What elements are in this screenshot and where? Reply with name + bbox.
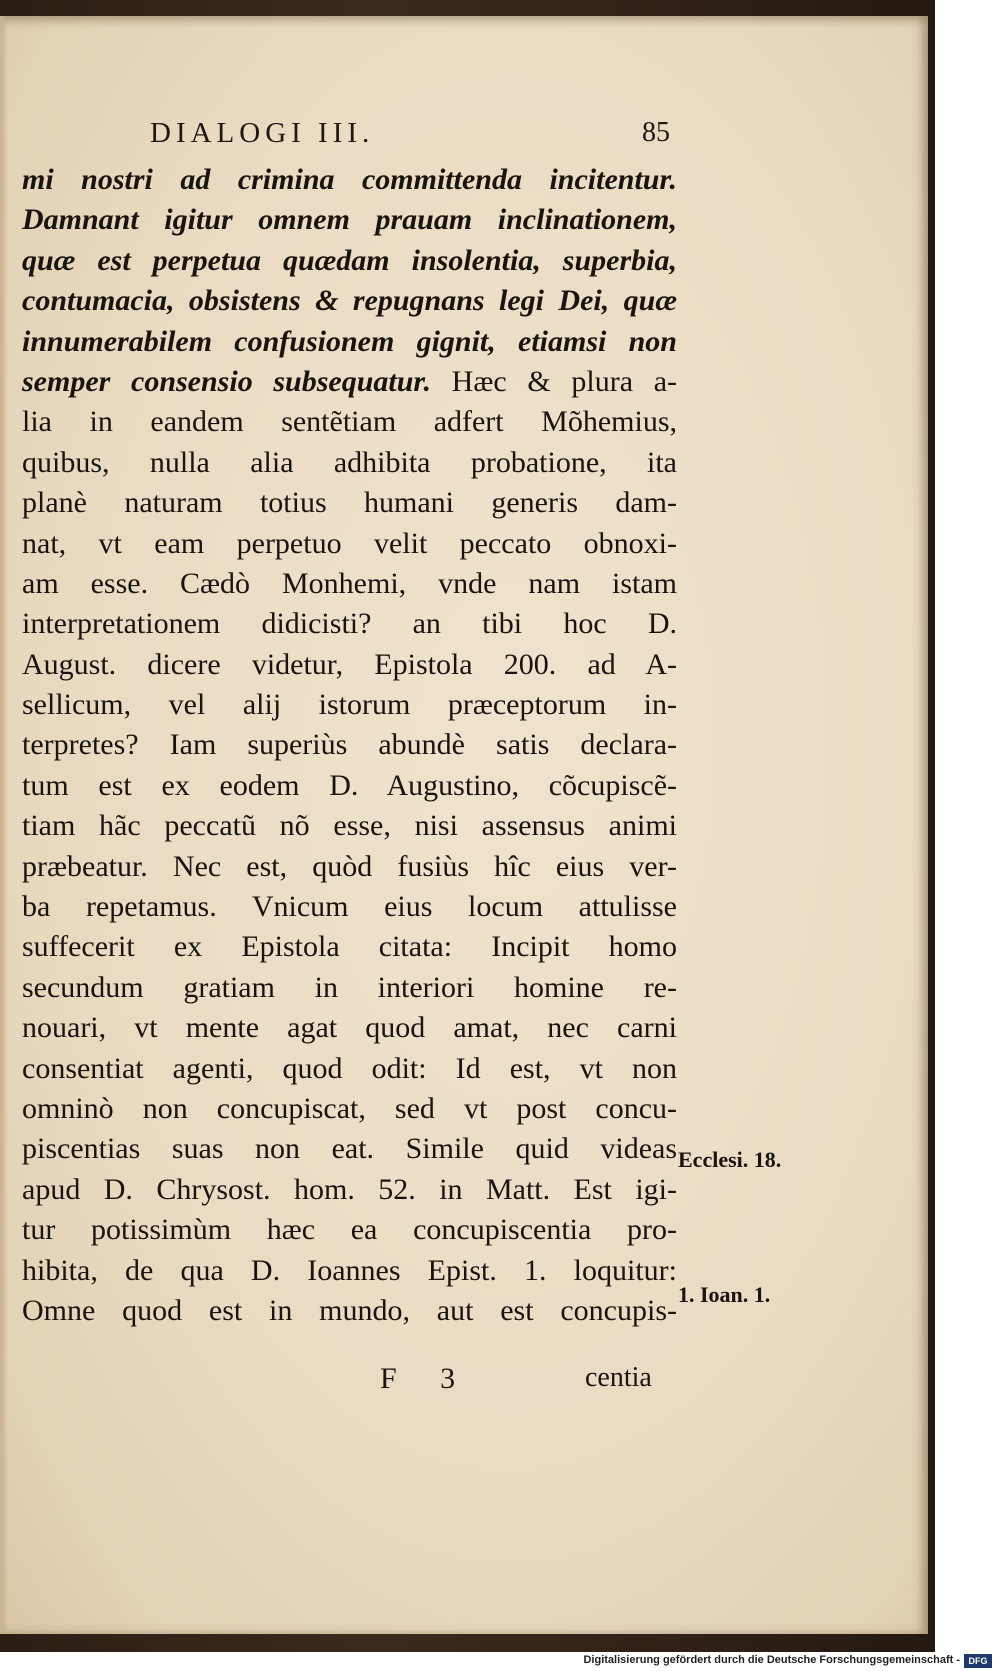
- page-gutter-shadow: [0, 16, 8, 1634]
- running-title: DIALOGI III.: [150, 117, 375, 149]
- text-line: [22, 362, 677, 402]
- text-line: innumerabilem confusionem gignit, etiamsi non: [22, 324, 677, 358]
- text-line: secundum gratiam in interiori homine re-: [22, 970, 677, 1004]
- body-text: [22, 160, 677, 1331]
- text-line: quibus, nulla alia adhibita probatione, ita: [22, 445, 677, 479]
- text-line: August. dicere videtur, Epistola 200. ad A-: [22, 647, 677, 681]
- dfg-logo-icon: DFG: [964, 1654, 992, 1668]
- text-line: planè naturam totius humani generis dam-: [22, 486, 677, 520]
- text-line: nat, vt eam perpetuo velit peccato obnoxi-: [22, 526, 677, 560]
- text-line: omninò non concupiscat, sed vt post concu-: [22, 1091, 677, 1125]
- page-number: 85: [642, 117, 670, 148]
- signature-mark: F 3: [380, 1362, 474, 1395]
- text-line: tur potissimùm hæc ea concupiscentia pro-: [22, 1213, 677, 1247]
- text-line: hibita, de qua D. Ioannes Epist. 1. loquitur:: [22, 1253, 677, 1287]
- text-line: piscentias suas non eat. Simile quid videas: [22, 1132, 677, 1166]
- digitization-credit: Digitalisierung gefördert durch die Deutsche Forschungsgemeinschaft -: [583, 1654, 960, 1666]
- text-line: præbeatur. Nec est, quòd fusiùs hîc eius ver-: [22, 849, 677, 883]
- running-head: [150, 117, 670, 157]
- text-line: mi nostri ad crimina committenda incitentur.: [22, 163, 677, 196]
- catchword: centia: [585, 1362, 652, 1393]
- text-line: apud D. Chrysost. hom. 52. in Matt. Est igi-: [22, 1172, 677, 1206]
- text-line: suffecerit ex Epistola citata: Incipit homo: [22, 930, 677, 964]
- text-line-italic-part: semper consensio subsequatur.: [22, 364, 431, 398]
- text-line: tum est ex eodem D. Augustino, cõcupiscẽ-: [22, 768, 677, 802]
- credit-bar: [0, 1652, 1000, 1671]
- text-line: quæ est perpetua quædam insolentia, superbia,: [22, 243, 677, 277]
- text-line-roman-part: Hæc & plura a-: [430, 364, 678, 398]
- text-line: lia in eandem sentẽtiam adfert Mõhemius,: [22, 405, 677, 439]
- text-line: am esse. Cædò Monhemi, vnde nam istam: [22, 566, 677, 600]
- text-line: consentiat agenti, quod odit: Id est, vt non: [22, 1051, 677, 1085]
- text-line: ba repetamus. Vnicum eius locum attulisse: [22, 890, 677, 924]
- text-line: Omne quod est in mundo, aut est concupis-: [22, 1293, 677, 1327]
- text-line: sellicum, vel alij istorum præceptorum in-: [22, 688, 677, 722]
- text-line: interpretationem didicisti? an tibi hoc D.: [22, 607, 677, 641]
- text-line: contumacia, obsistens & repugnans legi Dei, quæ: [22, 284, 677, 318]
- text-line: tiam hãc peccatũ nõ esse, nisi assensus animi: [22, 809, 677, 843]
- text-line: terpretes? Iam superiùs abundè satis declara-: [22, 728, 677, 762]
- text-line: Damnant igitur omnem prauam inclinationem,: [22, 203, 677, 237]
- marginal-note: Ecclesi. 18.: [678, 1147, 782, 1172]
- marginal-note: 1. Ioan. 1.: [678, 1282, 771, 1307]
- text-line: nouari, vt mente agat quod amat, nec carni: [22, 1011, 677, 1045]
